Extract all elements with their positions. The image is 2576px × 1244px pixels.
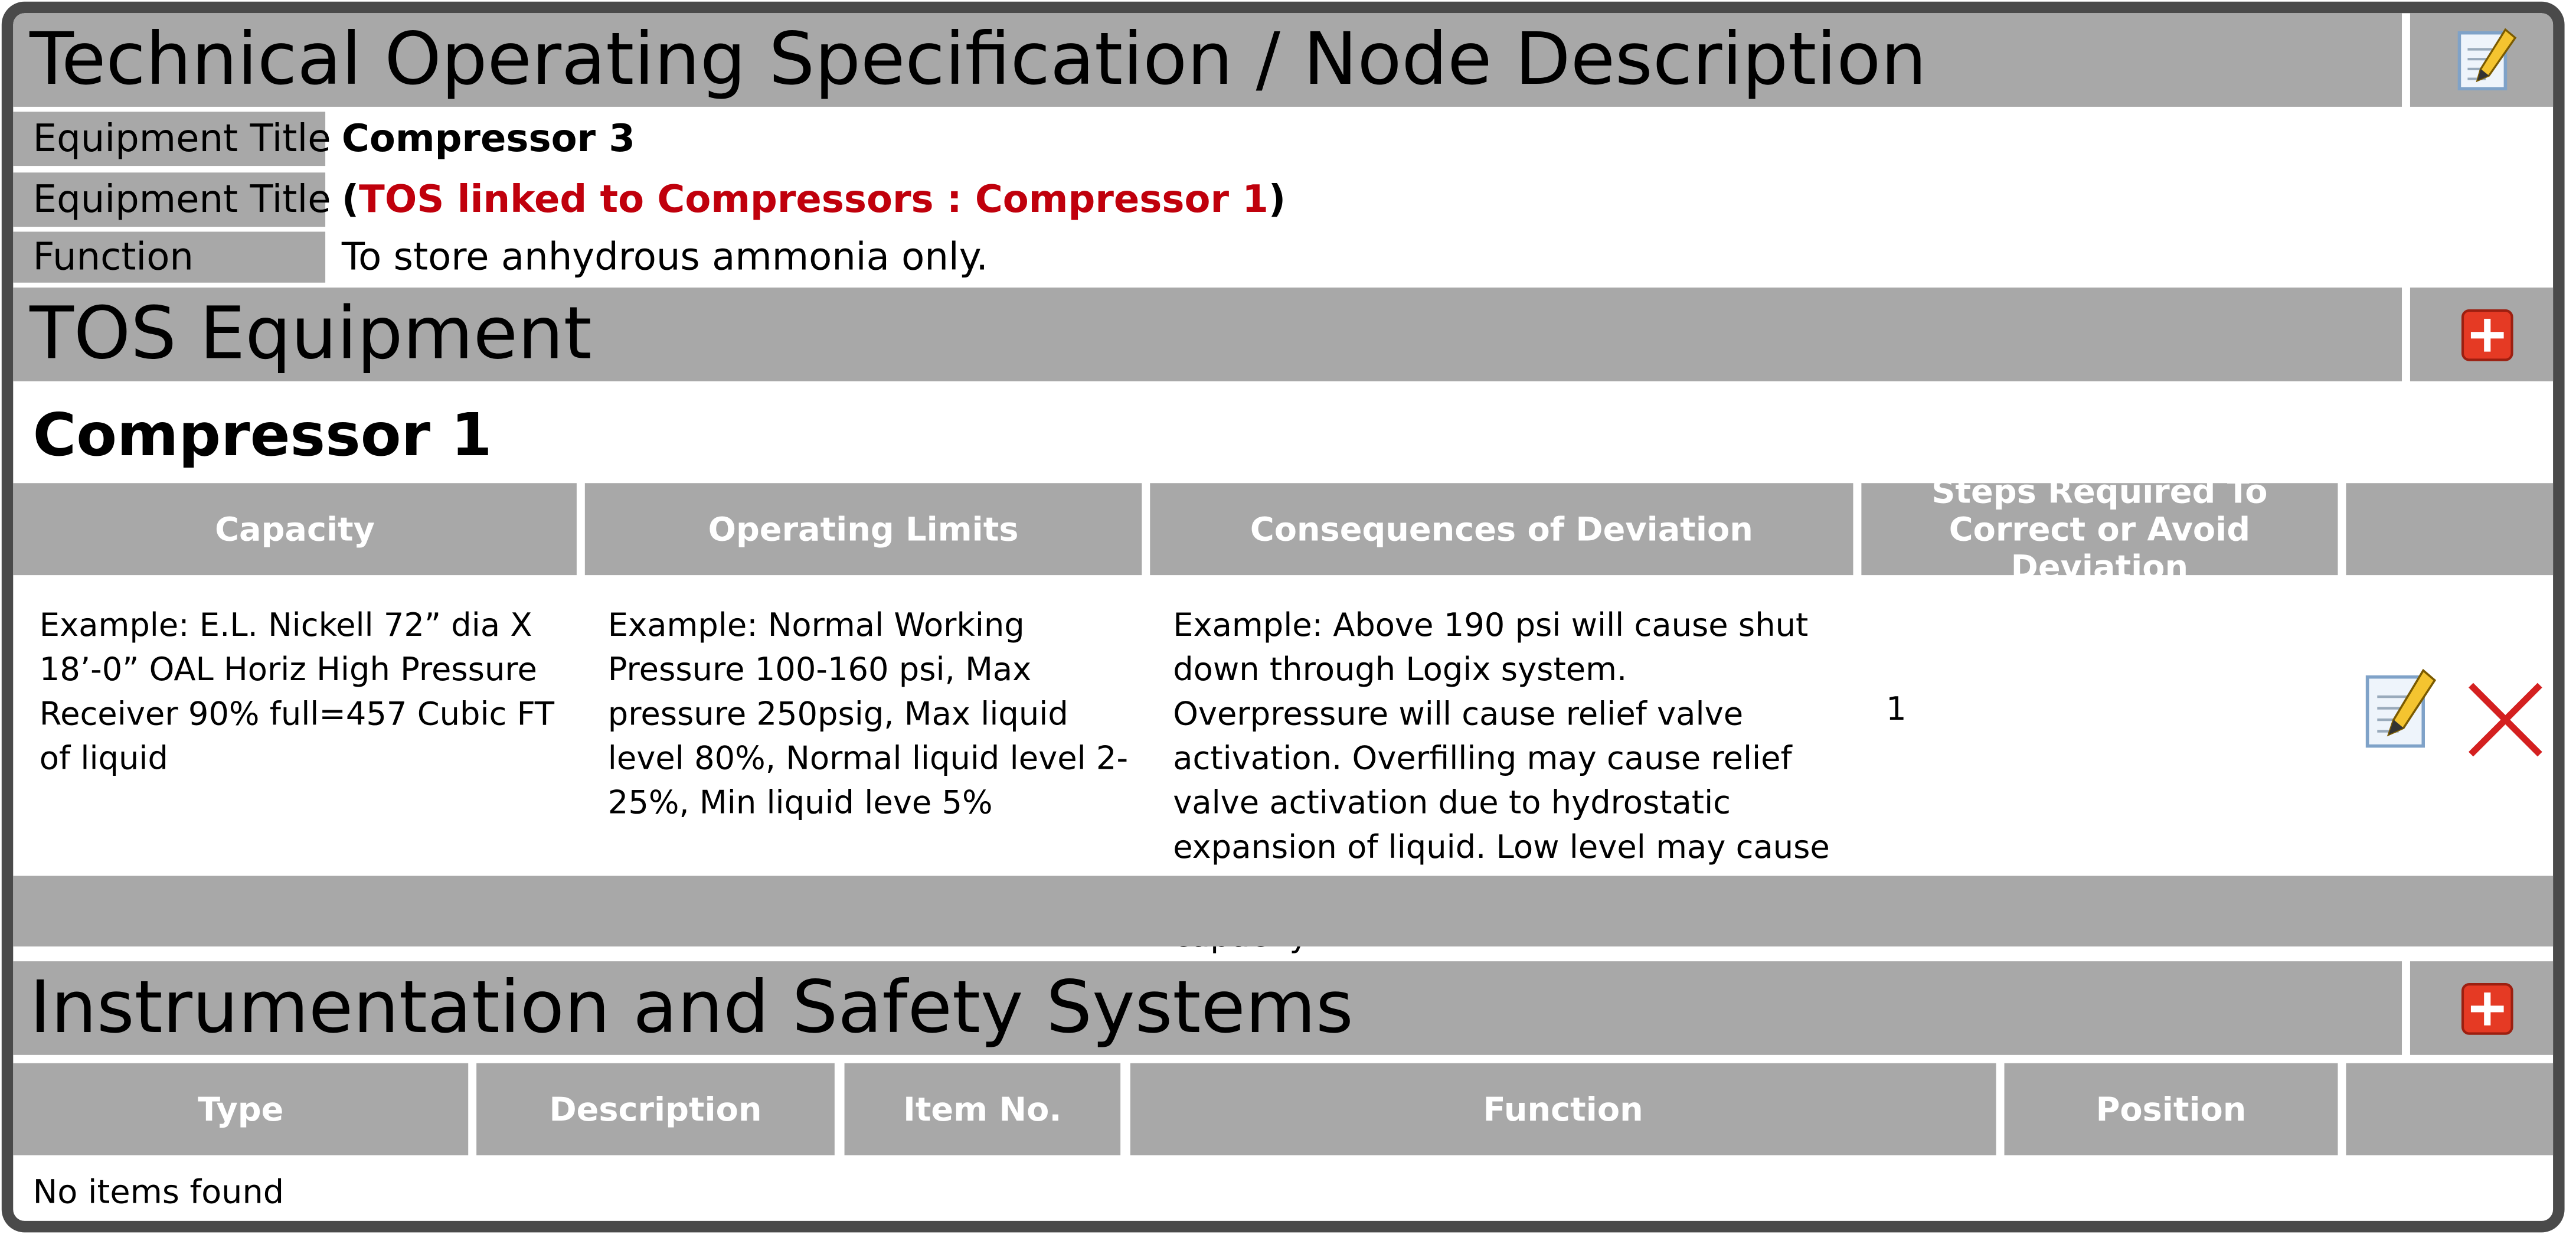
edit-row-button[interactable]	[2362, 667, 2441, 756]
edit-header-button[interactable]	[2410, 13, 2565, 107]
add-icon	[2461, 982, 2513, 1034]
table-cell-capacity: Example: E.L. Nickell 72” dia X 18’-0” OAL Horiz High Pressure Receiver 90% full=457 Cubic FT of liquid	[39, 606, 555, 778]
page-title: Technical Operating Specification / Node Description	[13, 13, 2402, 107]
add-tos-equipment-button[interactable]	[2410, 288, 2565, 381]
equipment-name: Compressor 1	[32, 401, 492, 469]
add-icon	[2461, 308, 2513, 361]
edit-icon	[2362, 667, 2438, 753]
column-header-actions	[2346, 483, 2564, 575]
column-header-consequences: Consequences of Deviation	[1150, 483, 1853, 575]
section-title-instrumentation: Instrumentation and Safety Systems	[13, 961, 2402, 1055]
equipment-title-value: Compressor 3	[341, 117, 635, 161]
paren-close: )	[1268, 178, 1286, 221]
linked-tos-value	[329, 172, 2300, 227]
detail-label: Equipment Title	[13, 172, 325, 227]
column-header-capacity: Capacity	[13, 483, 577, 575]
function-value: To store anhydrous ammonia only.	[341, 236, 988, 279]
column-header-function: Function	[1130, 1063, 1996, 1155]
paren-open: (	[341, 178, 359, 221]
column-header-description: Description	[476, 1063, 835, 1155]
empty-state-text: No items found	[32, 1171, 285, 1212]
table-cell-consequences: Example: Above 190 psi will cause shut down through Logix system. Overpressure will cause relief valve activation. Overfilling may cause relief valve activation due to hydrostatic expansion of liquid. Low level may cause	[1173, 606, 1830, 866]
column-header-type: Type	[13, 1063, 468, 1155]
add-instrumentation-button[interactable]	[2410, 961, 2565, 1055]
column-header-steps: Steps Required To Correct or Avoid Deviation	[1861, 483, 2338, 575]
linked-tos-link[interactable]: TOS linked to Compressors : Compressor 1	[359, 178, 1269, 221]
delete-row-button[interactable]	[2466, 680, 2548, 762]
column-header-actions	[2346, 1063, 2564, 1155]
column-header-position: Position	[2005, 1063, 2338, 1155]
delete-icon	[2466, 680, 2545, 759]
tos-panel	[2, 2, 2565, 1233]
table-footer	[13, 876, 2564, 946]
detail-label: Equipment Title	[13, 112, 325, 166]
column-header-operating-limits: Operating Limits	[585, 483, 1142, 575]
table-cell-operating-limits: Example: Normal Working Pressure 100-160 psi, Max pressure 250psig, Max liquid level 80%, Normal liquid level 2-25%, Min liquid leve 5%	[607, 606, 1129, 822]
section-title-tos-equipment: TOS Equipment	[13, 288, 2402, 381]
edit-document-icon	[2456, 25, 2519, 94]
table-cell-steps: 1	[1886, 690, 1907, 728]
detail-label: Function	[13, 231, 325, 282]
column-header-item-no: Item No.	[845, 1063, 1121, 1155]
